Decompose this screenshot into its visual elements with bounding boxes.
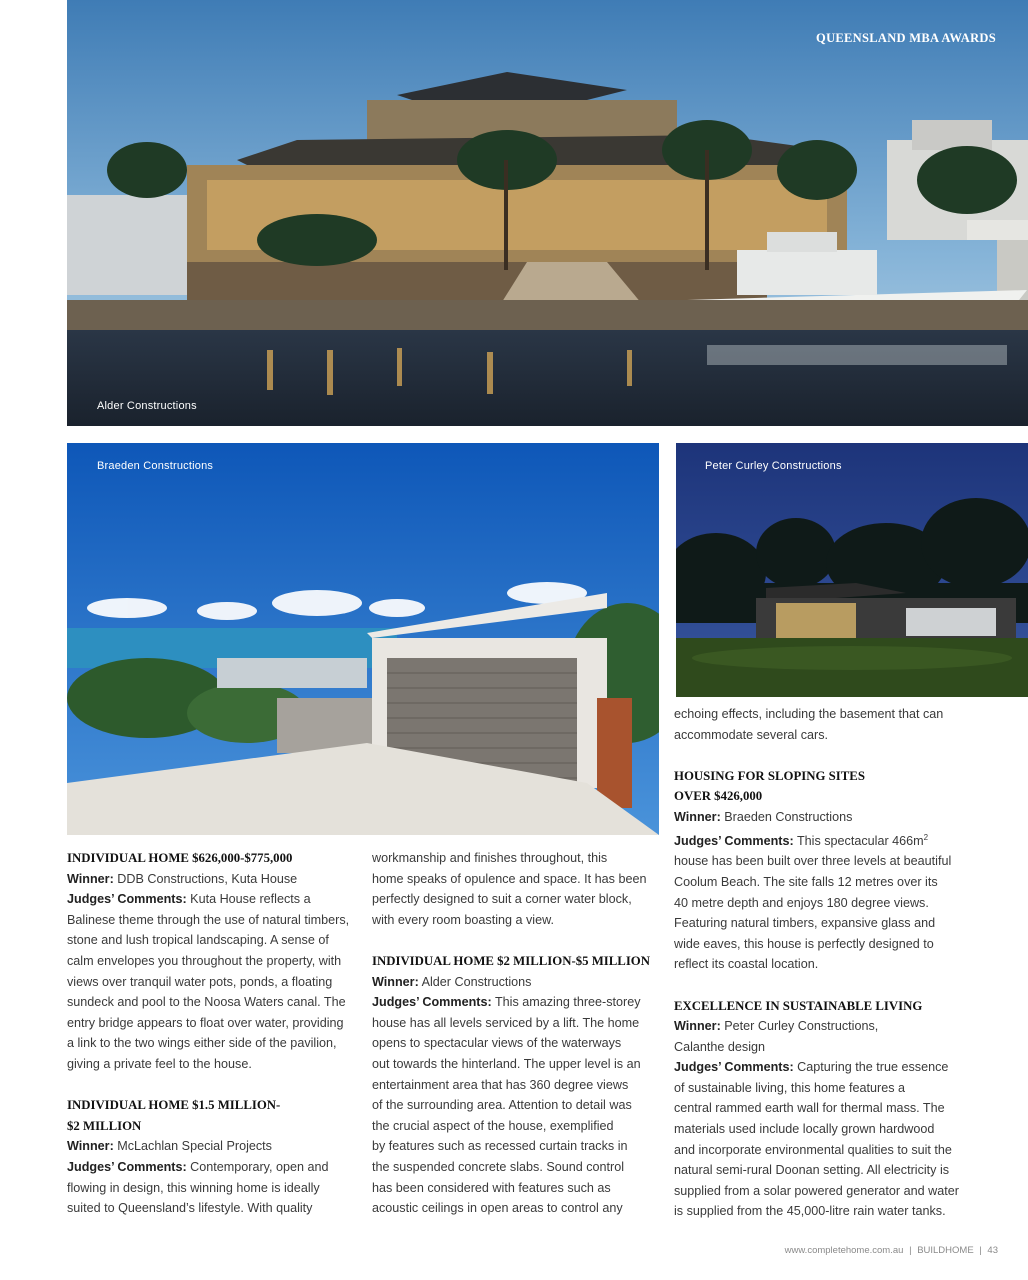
body-line: giving a private feel to the house. [67, 1056, 252, 1071]
body-line: perfectly designed to suit a corner water block, [372, 892, 632, 907]
body-line: natural semi-rural Doonan setting. All electricity is [674, 1163, 950, 1178]
body-line: home speaks of opulence and space. It has been [372, 871, 647, 886]
body-line: a link to the two wings either side of the pavilion, [67, 1036, 337, 1051]
footer-separator: | [979, 1245, 982, 1256]
winner-label: Winner: [67, 871, 114, 886]
body-line: acoustic ceilings in open areas to control any [372, 1201, 623, 1216]
page-number: 43 [987, 1245, 998, 1256]
judges-text: Contemporary, open and [190, 1159, 329, 1174]
body-line: Coolum Beach. The site falls 12 metres over its [674, 874, 938, 889]
judges-comment-line [674, 1057, 974, 1078]
body-line: opens to spectacular views of the waterways [372, 1036, 622, 1051]
page-footer [785, 1245, 998, 1256]
heading-sloping-sites-cont: OVER $426,000 [674, 789, 763, 804]
body-line: out towards the hinterland. The upper level is an [372, 1056, 641, 1071]
body-line: by features such as recessed curtain tracks in [372, 1139, 628, 1154]
winner-line [674, 1016, 974, 1037]
judges-text: Kuta House reflects a [190, 892, 311, 907]
body-line: workmanship and finishes throughout, this [372, 851, 608, 865]
body-line: entry bridge appears to float over water, providing [67, 1015, 344, 1030]
footer-brand: BUILDHOME [917, 1245, 974, 1256]
winner-line [67, 869, 362, 890]
body-line: flowing in design, this winning home is ideally [67, 1180, 320, 1195]
winner-name: McLachlan Special Projects [117, 1139, 272, 1154]
body-line: calm envelopes you throughout the property, with [67, 953, 342, 968]
body-line: views over tranquil water pots, ponds, a floating [67, 974, 333, 989]
footer-separator: | [909, 1245, 912, 1256]
judges-label: Judges’ Comments: [372, 995, 492, 1010]
winner-name: Braeden Constructions [724, 809, 853, 824]
body-line: central rammed earth wall for thermal mass. The [674, 1101, 945, 1116]
body-line: of the surrounding area. Attention to detail was [372, 1098, 632, 1113]
body-line: sundeck and pool to the Noosa Waters canal. The [67, 995, 346, 1010]
body-line: of sustainable living, this home features a [674, 1080, 906, 1095]
winner-line [67, 1136, 362, 1157]
winner-label: Winner: [674, 1019, 721, 1034]
winner-line [674, 807, 974, 828]
column-3 [674, 704, 974, 1222]
superscript-2: 2 [923, 832, 929, 842]
body-line: has been considered with features such as [372, 1180, 611, 1195]
body-line: materials used include locally grown hardwood [674, 1122, 935, 1137]
photo-caption-left: Braeden Constructions [97, 460, 214, 472]
section-label: QUEENSLAND MBA AWARDS [816, 31, 996, 45]
column-1 [67, 848, 362, 1219]
judges-comment-line [67, 889, 362, 910]
heading-sloping-sites: HOUSING FOR SLOPING SITES [674, 768, 865, 783]
body-line: is supplied from the 45,000-litre rain water tanks. [674, 1204, 946, 1219]
heading-individual-home-1-5m: INDIVIDUAL HOME $1.5 MILLION- [67, 1098, 281, 1113]
body-line: 40 metre depth and enjoys 180 degree views. [674, 895, 929, 910]
body-line: stone and lush tropical landscaping. A sense of [67, 933, 329, 948]
heading-sustainable-living: EXCELLENCE IN SUSTAINABLE LIVING [674, 998, 923, 1013]
body-line: reflect its coastal location. [674, 957, 819, 972]
judges-text: This amazing three-storey [494, 995, 641, 1010]
heading-individual-home-2m-5m: INDIVIDUAL HOME $2 MILLION-$5 MILLION [372, 953, 651, 968]
winner-line [372, 972, 667, 993]
winner-name: DDB Constructions, Kuta House [117, 871, 298, 886]
body-line: house has been built over three levels at beautiful [674, 854, 952, 869]
winner-label: Winner: [67, 1139, 114, 1154]
judges-label: Judges’ Comments: [67, 892, 187, 907]
body-line: Balinese theme through the use of natural timbers, [67, 912, 350, 927]
photo-caption-right: Peter Curley Constructions [705, 460, 842, 472]
body-line: suited to Queensland’s lifestyle. With quality [67, 1201, 313, 1216]
judges-text: Capturing the true essence [797, 1060, 949, 1075]
body-line: accommodate several cars. [674, 727, 828, 742]
column-2 [372, 848, 667, 1219]
body-line: supplied from a solar powered generator and water [674, 1183, 959, 1198]
body-line: wide eaves, this house is perfectly designed to [674, 936, 934, 951]
judges-label: Judges’ Comments: [67, 1159, 187, 1174]
body-line: with every room boasting a view. [372, 912, 554, 927]
winner-name-cont: Calanthe design [674, 1039, 766, 1054]
heading-individual-home-626k: INDIVIDUAL HOME $626,000-$775,000 [67, 851, 293, 865]
winner-name: Alder Constructions [421, 974, 532, 989]
heading-individual-home-1-5m-cont: $2 MILLION [67, 1118, 142, 1133]
body-line: entertainment area that has 360 degree views [372, 1077, 629, 1092]
winner-label: Winner: [372, 974, 419, 989]
footer-url: www.completehome.com.au [784, 1245, 904, 1256]
judges-label: Judges’ Comments: [674, 1060, 794, 1075]
judges-label: Judges’ Comments: [674, 833, 794, 848]
judges-comment-line [674, 828, 974, 852]
judges-comment-line [372, 992, 667, 1013]
body-line: echoing effects, including the basement that can [674, 707, 944, 721]
body-line: and incorporate environmental qualities to suit the [674, 1142, 952, 1157]
body-line: the crucial aspect of the house, exemplified [372, 1118, 614, 1133]
body-line: the suspended concrete slabs. Sound control [372, 1159, 625, 1174]
judges-text: This spectacular 466m [796, 833, 924, 848]
body-line: Featuring natural timbers, expansive glass and [674, 916, 936, 931]
photo-waterfront-house [67, 0, 1028, 426]
photo-caption-top: Alder Constructions [97, 400, 197, 412]
winner-label: Winner: [674, 809, 721, 824]
body-line: house has all levels serviced by a lift. The home [372, 1015, 640, 1030]
winner-name: Peter Curley Constructions, [724, 1019, 879, 1034]
photo-night-house [676, 443, 1028, 697]
photo-beach-house [67, 443, 659, 835]
judges-comment-line [67, 1157, 362, 1178]
